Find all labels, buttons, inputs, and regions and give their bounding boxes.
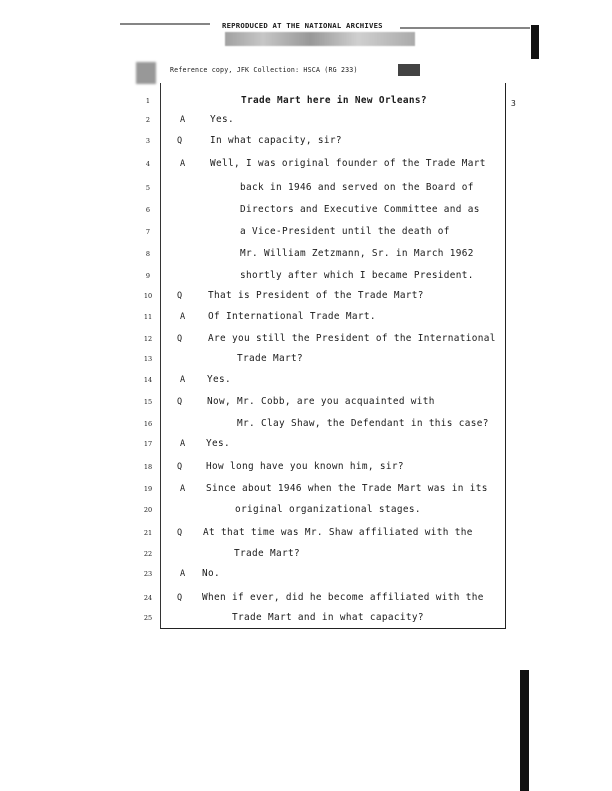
transcript-line-text: When if ever, did he become affiliated with the — [202, 592, 484, 603]
transcript-line-text: Trade Mart here in New Orleans? — [241, 95, 427, 106]
transcript-line-text: Yes. — [210, 114, 234, 125]
line-number: 11 — [143, 313, 153, 321]
speaker-label: A — [180, 375, 186, 385]
transcript-line-text: a Vice-President until the death of — [240, 226, 450, 237]
transcript-line-text: Well, I was original founder of the Trade Mart — [210, 158, 486, 169]
line-number: 22 — [143, 550, 153, 558]
line-number: 17 — [143, 440, 153, 448]
transcript-line-text: Yes. — [207, 374, 231, 385]
line-number: 13 — [143, 355, 153, 363]
speaker-label: Q — [177, 528, 183, 538]
speaker-label: A — [180, 484, 186, 494]
archive-stamp: REPRODUCED AT THE NATIONAL ARCHIVES — [222, 21, 383, 30]
line-number: 3 — [145, 137, 151, 145]
line-number: 4 — [145, 160, 151, 168]
line-number: 2 — [145, 116, 151, 124]
transcript-line-text: That is President of the Trade Mart? — [208, 290, 424, 301]
speaker-label: A — [180, 439, 186, 449]
transcript-line-text: Now, Mr. Cobb, are you acquainted with — [207, 396, 435, 407]
scan-smudge — [225, 32, 415, 46]
line-number: 16 — [143, 420, 153, 428]
transcript-line-text: Trade Mart and in what capacity? — [232, 612, 424, 623]
transcript-line-text: back in 1946 and served on the Board of — [240, 182, 474, 193]
transcript-line-text: Of International Trade Mart. — [208, 311, 376, 322]
line-number: 1 — [145, 97, 151, 105]
scan-dash-line — [120, 23, 210, 25]
speaker-label: Q — [177, 462, 183, 472]
line-number: 9 — [145, 272, 151, 280]
page-number: 3 — [511, 99, 516, 108]
transcript-line-text: Mr. William Zetzmann, Sr. in March 1962 — [240, 248, 474, 259]
transcript-line-text: Trade Mart? — [234, 548, 300, 559]
line-number: 5 — [145, 184, 151, 192]
line-number: 6 — [145, 206, 151, 214]
transcript-line-text: Directors and Executive Committee and as — [240, 204, 480, 215]
line-number: 18 — [143, 463, 153, 471]
speaker-label: Q — [177, 136, 183, 146]
line-number: 25 — [143, 614, 153, 622]
transcript-line-text: original organizational stages. — [235, 504, 421, 515]
speaker-label: Q — [177, 334, 183, 344]
line-number: 10 — [143, 292, 153, 300]
transcript-line-text: No. — [202, 568, 220, 579]
scan-edge-bar — [531, 25, 539, 59]
transcript-line-text: Mr. Clay Shaw, the Defendant in this case? — [237, 418, 489, 429]
line-number: 8 — [145, 250, 151, 258]
transcript-line-text: In what capacity, sir? — [210, 135, 342, 146]
transcript-line-text: Are you still the President of the International — [208, 333, 496, 344]
redaction-mark — [398, 64, 420, 76]
transcript-line-text: How long have you known him, sir? — [206, 461, 404, 472]
line-number: 7 — [145, 228, 151, 236]
line-number: 12 — [143, 335, 153, 343]
line-number: 14 — [143, 376, 153, 384]
transcript-line-text: shortly after which I became President. — [240, 270, 474, 281]
transcript-line-text: Yes. — [206, 438, 230, 449]
speaker-label: Q — [177, 397, 183, 407]
speaker-label: A — [180, 115, 186, 125]
line-number: 23 — [143, 570, 153, 578]
line-number: 20 — [143, 506, 153, 514]
speaker-label: A — [180, 569, 186, 579]
reference-copy-line: Reference copy, JFK Collection: HSCA (RG 233) — [170, 66, 358, 74]
scan-edge-bar — [520, 670, 529, 791]
scan-smudge — [136, 62, 156, 84]
line-number: 19 — [143, 485, 153, 493]
transcript-line-text: At that time was Mr. Shaw affiliated with the — [203, 527, 473, 538]
speaker-label: Q — [177, 593, 183, 603]
speaker-label: Q — [177, 291, 183, 301]
speaker-label: A — [180, 159, 186, 169]
transcript-line-text: Since about 1946 when the Trade Mart was in its — [206, 483, 488, 494]
line-number: 15 — [143, 398, 153, 406]
line-number: 21 — [143, 529, 153, 537]
transcript-line-text: Trade Mart? — [237, 353, 303, 364]
scan-dash-line — [400, 27, 530, 29]
line-number: 24 — [143, 594, 153, 602]
speaker-label: A — [180, 312, 186, 322]
